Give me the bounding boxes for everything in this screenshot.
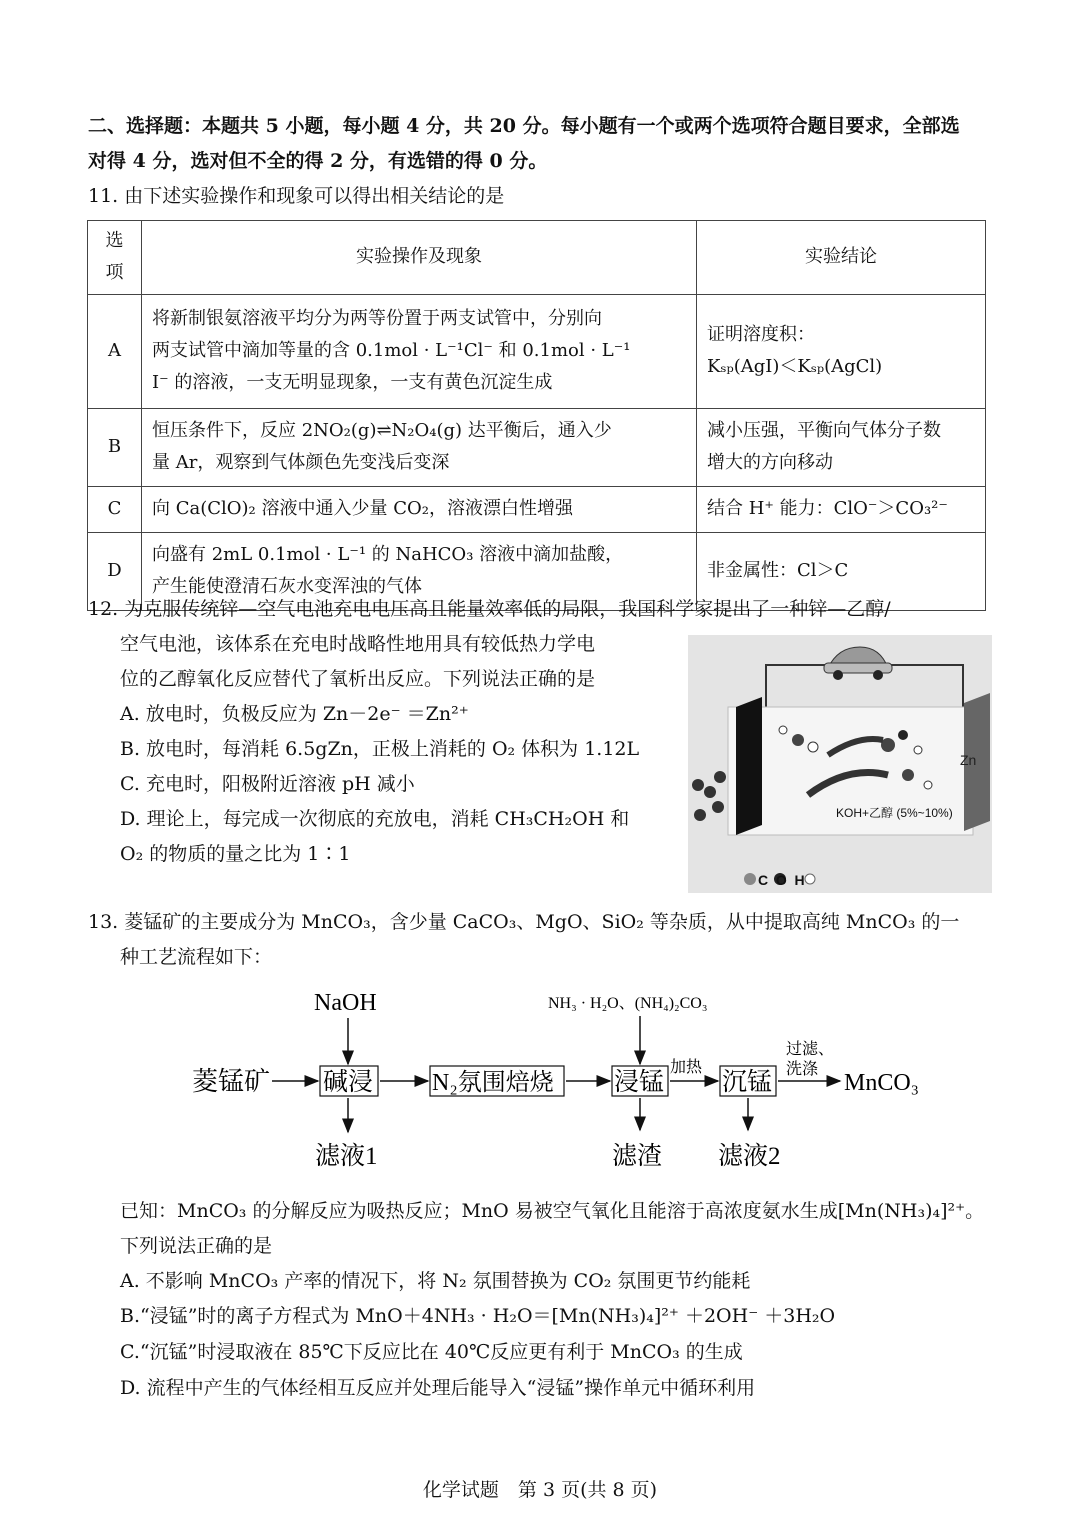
q12-stem-line1: 12. 为克服传统锌—空气电池充电电压高且能量效率低的局限，我国科学家提出了一种锌—乙醇/ [88, 598, 891, 620]
table-header-row [88, 221, 986, 295]
flow-step-mn-leach: 浸锰 [614, 1069, 665, 1096]
q12-stem-line2: 空气电池，该体系在充电时战略性地用具有较低热力学电 [120, 633, 596, 655]
row-conclusion [697, 486, 986, 532]
operation-line: 向盛有 2mL 0.1mol · L⁻¹ 的 NaHCO₃ 溶液中滴加盐酸， [152, 543, 624, 565]
q13-stem-line1: 13. 菱锰矿的主要成分为 MnCO₃，含少量 CaCO₃、MgO、SiO₂ 等杂质，从中提取高纯 MnCO₃ 的一 [88, 911, 960, 933]
row-operation [142, 294, 697, 408]
air-cathode [736, 697, 762, 835]
q13-option-a: A. 不影响 MnCO₃ 产率的情况下，将 N₂ 氛围替换为 CO₂ 氛围更节约能耗 [120, 1270, 751, 1292]
q13-ask: 下列说法正确的是 [120, 1235, 273, 1257]
operation-line: 量 Ar，观察到气体颜色先变浅后变深 [152, 452, 450, 474]
flow-heating-label: 加热 [670, 1059, 703, 1076]
q11-table [87, 220, 986, 611]
page-footer: 化学试题 第 3 页(共 8 页) [422, 1479, 658, 1501]
flow-step-alkali-leach: 碱浸 [323, 1069, 374, 1096]
table-row [88, 486, 986, 532]
flow-reagent-naoh: NaOH [314, 990, 377, 1016]
flow-product: MnCO₃ [844, 1070, 920, 1096]
q13-option-c: C.“沉锰”时浸取液在 85℃下反应比在 40℃反应更有利于 MnCO₃ 的生成 [120, 1341, 743, 1363]
q13-option-b: B.“浸锰”时的离子方程式为 MnO＋4NH₃ · H₂O＝[Mn(NH₃)₄]²⁺ ＋2OH⁻ ＋3H₂O [120, 1305, 836, 1327]
section-header-line1: 二、选择题：本题共 5 小题，每小题 4 分，共 20 分。每小题有一个或两个选项符合题目要求，全部选 [88, 115, 960, 137]
row-option: C [88, 486, 142, 532]
hydrogen-legend-dot [805, 874, 815, 884]
row-operation [142, 486, 697, 532]
operation-line: 恒压条件下，反应 2NO₂(g)⇌N₂O₄(g) 达平衡后，通入少 [152, 419, 612, 441]
battery-illustration [688, 635, 992, 893]
row-conclusion [697, 408, 986, 486]
flow-wash-label: 洗涤 [786, 1061, 819, 1078]
q12-option-d-line2: O₂ 的物质的量之比为 1∶1 [120, 843, 351, 865]
flow-filter-label: 过滤、 [786, 1041, 835, 1058]
flow-reagent-ammonia: NH₃ · H₂O、(NH₄)₂CO₃ [548, 995, 708, 1012]
q13-known: 已知：MnCO₃ 的分解反应为吸热反应；MnO 易被空气氧化且能溶于高浓度氨水生成[Mn(NH₃)₄]²⁺。 [120, 1200, 985, 1222]
row-option: D [88, 532, 142, 610]
zn-electrode-label: Zn [960, 752, 977, 768]
operation-line: 产生能使澄清石灰水变浑浊的气体 [152, 576, 422, 598]
row-conclusion [697, 294, 986, 408]
flow-raw-material: 菱锰矿 [192, 1067, 271, 1096]
row-operation [142, 408, 697, 486]
q12-option-a: A. 放电时，负极反应为 Zn－2e⁻ ＝Zn²⁺ [120, 703, 469, 725]
header-option: 选项 [88, 221, 142, 295]
row-option: B [88, 408, 142, 486]
header-conclusion: 实验结论 [697, 221, 986, 295]
header-operation: 实验操作及现象 [142, 221, 697, 295]
table-row [88, 408, 986, 486]
flow-residue: 滤渣 [612, 1143, 663, 1170]
process-flow-diagram [180, 980, 940, 1180]
conclusion-line: 减小压强，平衡向气体分子数 [707, 419, 941, 441]
flow-step-precipitation: 沉锰 [722, 1069, 773, 1096]
row-option: A [88, 294, 142, 408]
flow-filtrate-2: 滤液2 [718, 1143, 781, 1170]
electrolyte-label: KOH+乙醇 (5%~10%) [836, 806, 953, 820]
q11-stem: 11. 由下述实验操作和现象可以得出相关结论的是 [88, 185, 505, 207]
conclusion-line: 非金属性：Cl＞C [707, 560, 849, 582]
flow-step-roasting: N₂氛围焙烧 [432, 1070, 554, 1096]
battery-diagram [688, 635, 992, 893]
conclusion-line: 增大的方向移动 [707, 452, 833, 474]
operation-line: I⁻ 的溶液，一支无明显现象，一支有黄色沉淀生成 [152, 372, 553, 394]
q13-stem-line2: 种工艺流程如下： [120, 946, 273, 968]
operation-line: 两支试管中滴加等量的含 0.1mol · L⁻¹Cl⁻ 和 0.1mol · L⁻¹ [152, 340, 631, 362]
q13-option-d: D. 流程中产生的气体经相互反应并处理后能导入“浸锰”操作单元中循环利用 [120, 1377, 756, 1399]
conclusion-line: 结合 H⁺ 能力：ClO⁻＞CO₃²⁻ [707, 498, 948, 520]
section-header-line2: 对得 4 分，选对但不全的得 2 分，有选错的得 0 分。 [88, 150, 548, 172]
operation-line: 将新制银氨溶液平均分为两等份置于两支试管中，分别向 [152, 307, 602, 329]
carbon-legend-dot [744, 873, 756, 885]
conclusion-line: Kₛₚ(AgI)＜Kₛₚ(AgCl) [707, 356, 883, 378]
operation-line: 向 Ca(ClO)₂ 溶液中通入少量 CO₂，溶液漂白性增强 [152, 498, 573, 520]
legend-text: C O H [758, 872, 805, 888]
q12-option-b: B. 放电时，每消耗 6.5gZn，正极上消耗的 O₂ 体积为 1.12L [120, 738, 640, 760]
q12-stem-line3: 位的乙醇氧化反应替代了氧析出反应。下列说法正确的是 [120, 668, 596, 690]
table-row [88, 294, 986, 408]
flow-filtrate-1: 滤液1 [315, 1143, 378, 1170]
q12-option-d-line1: D. 理论上，每完成一次彻底的充放电，消耗 CH₃CH₂OH 和 [120, 808, 630, 830]
q12-option-c: C. 充电时，阳极附近溶液 pH 减小 [120, 773, 415, 795]
conclusion-line: 证明溶度积： [707, 323, 815, 345]
